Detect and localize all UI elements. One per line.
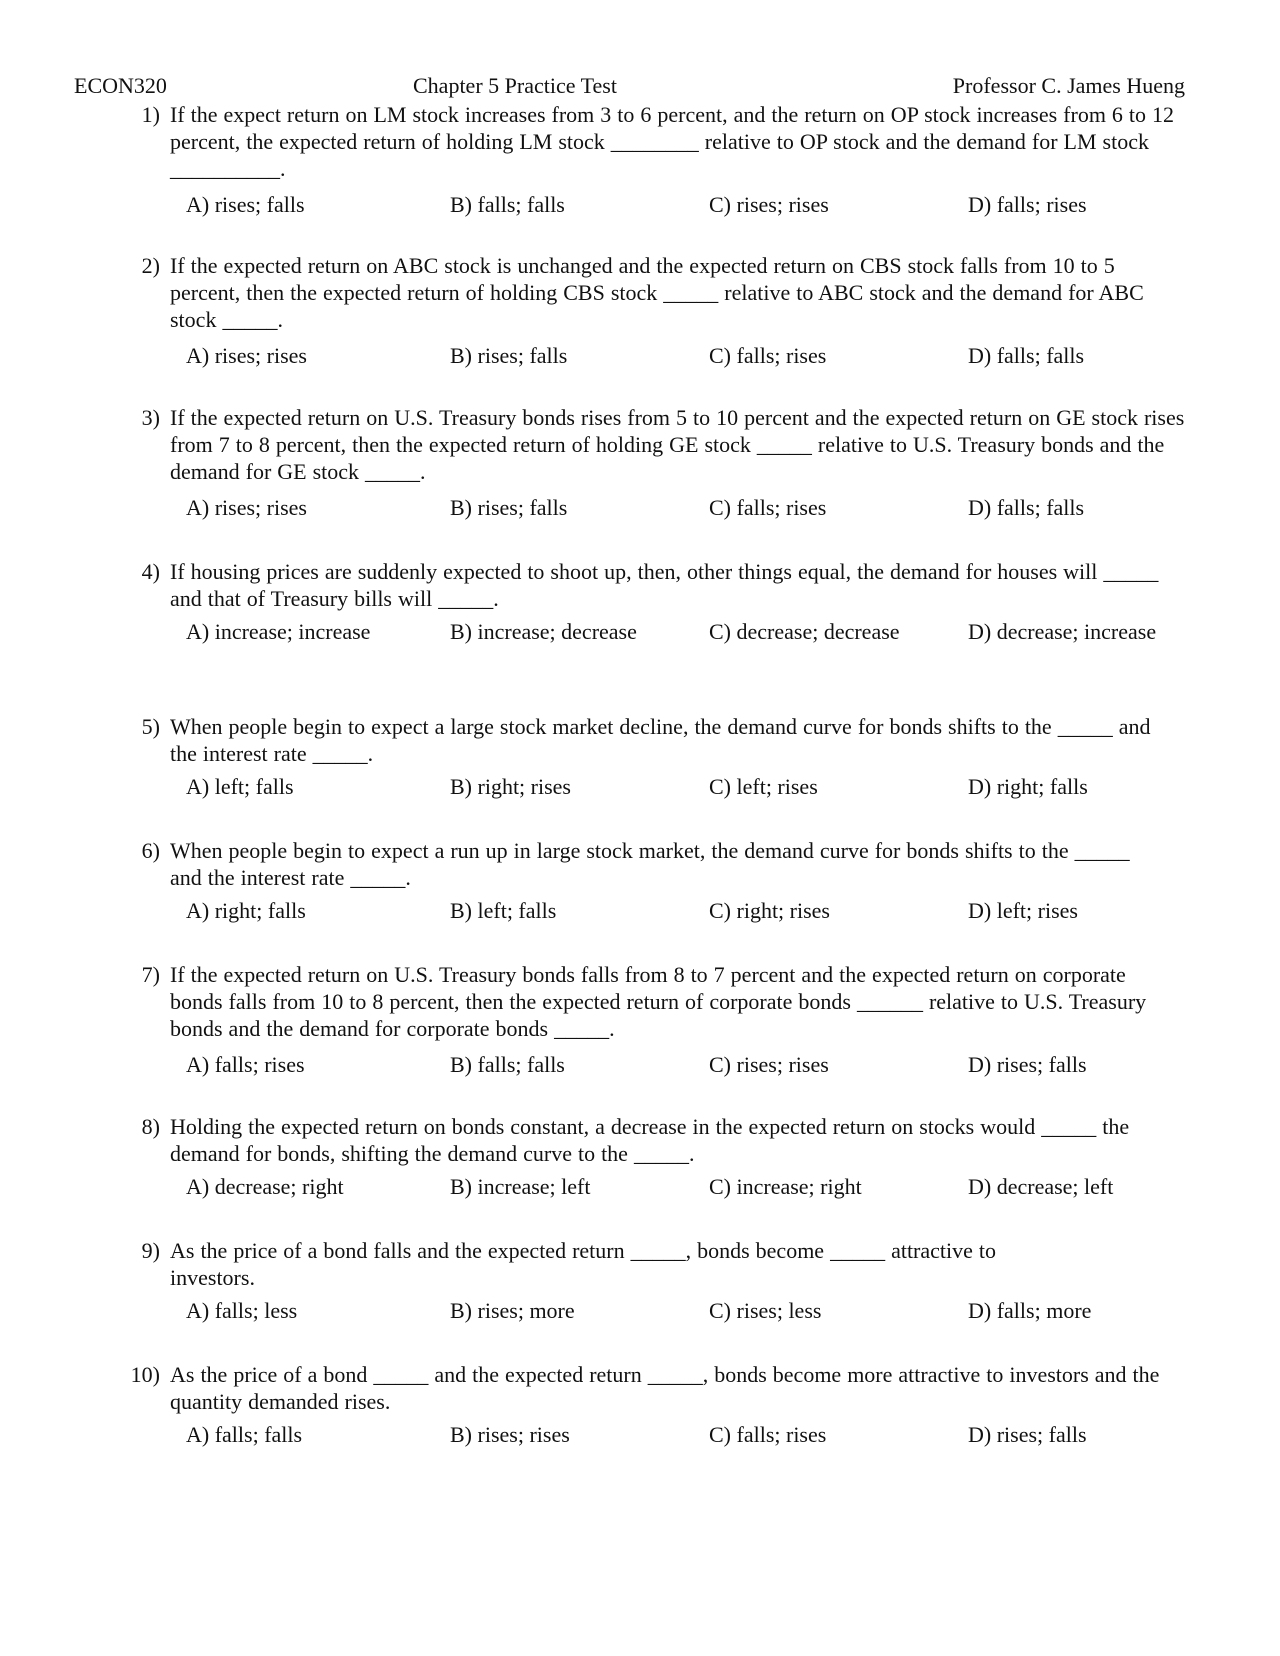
choice-d[interactable]: D) left; rises [968,898,1078,923]
page-title: Chapter 5 Practice Test [413,73,617,98]
question-text: If the expected return on U.S. Treasury bonds rises from 5 to 10 percent and the expected return on GE stock rises from 7 to 8 percent, then the expected return of holding GE stock _____ relative to U.S. Treasury bonds and the demand for GE stock _____. [170,405,1185,484]
question-number: 9) [141,1238,160,1263]
choice-d[interactable]: D) decrease; left [968,1174,1114,1199]
answer-choices [0,342,1280,370]
choice-c[interactable]: C) decrease; decrease [709,619,900,644]
choice-a[interactable]: A) rises; rises [186,343,307,368]
answer-choices [0,618,1280,646]
choice-a[interactable]: A) increase; increase [186,619,371,644]
answer-choices [0,897,1280,925]
choice-a[interactable]: A) rises; falls [186,192,305,217]
answer-choices [0,773,1280,801]
question-number: 10) [130,1362,160,1387]
question-text: When people begin to expect a run up in large stock market, the demand curve for bonds shifts to the _____ and the interest rate _____. [170,838,1130,890]
choice-c[interactable]: C) right; rises [709,898,830,923]
question-text: As the price of a bond falls and the expected return _____, bonds become _____ attractive to investors. [170,1238,997,1290]
choice-b[interactable]: B) falls; falls [450,192,565,217]
choice-d[interactable]: D) falls; falls [968,495,1085,520]
choice-b[interactable]: B) left; falls [450,898,557,923]
choice-a[interactable]: A) rises; rises [186,495,307,520]
choice-c[interactable]: C) rises; less [709,1298,822,1323]
choice-c[interactable]: C) left; rises [709,774,818,799]
answer-choices [0,1421,1280,1449]
choice-a[interactable]: A) falls; rises [186,1052,305,1077]
choice-b[interactable]: B) increase; decrease [450,619,637,644]
answer-choices [0,191,1280,219]
choice-c[interactable]: C) rises; rises [709,1052,829,1077]
question-text: If the expected return on ABC stock is unchanged and the expected return on CBS stock falls from 10 to 5 percent, then the expected return of holding CBS stock _____ relative to ABC stock and the demand for ABC stock _____. [170,253,1144,332]
choice-b[interactable]: B) rises; falls [450,343,568,368]
question-text: If the expect return on LM stock increases from 3 to 6 percent, and the return on OP stock increases from 6 to 12 percent, the expected return of holding LM stock ________ relative to OP stock and the demand for LM stock __________. [170,102,1175,181]
choice-d[interactable]: D) rises; falls [968,1422,1087,1447]
question-number: 8) [141,1114,160,1139]
choice-d[interactable]: D) falls; falls [968,343,1085,368]
question-text: If the expected return on U.S. Treasury bonds falls from 8 to 7 percent and the expected return on corporate bonds falls from 10 to 8 percent, then the expected return of corporate bonds ______ relative to U.S. Treasury bonds and the demand for corporate bonds _____. [170,962,1147,1041]
choice-d[interactable]: D) falls; more [968,1298,1092,1323]
choice-b[interactable]: B) rises; more [450,1298,575,1323]
answer-choices [0,1173,1280,1201]
choice-d[interactable]: D) rises; falls [968,1052,1087,1077]
choice-b[interactable]: B) increase; left [450,1174,591,1199]
question-text: When people begin to expect a large stock market decline, the demand curve for bonds shifts to the _____ and the interest rate _____. [170,714,1151,766]
question-text: Holding the expected return on bonds constant, a decrease in the expected return on stocks would _____ the demand for bonds, shifting the demand curve to the _____. [170,1114,1130,1166]
choice-a[interactable]: A) left; falls [186,774,294,799]
choice-b[interactable]: B) rises; rises [450,1422,570,1447]
question-number: 1) [141,102,160,127]
choice-b[interactable]: B) falls; falls [450,1052,565,1077]
question-text: If housing prices are suddenly expected to shoot up, then, other things equal, the demand for houses will _____ and that of Treasury bills will _____. [170,559,1159,611]
choice-c[interactable]: C) falls; rises [709,1422,827,1447]
choice-b[interactable]: B) right; rises [450,774,571,799]
question-number: 4) [141,559,160,584]
choice-a[interactable]: A) falls; less [186,1298,298,1323]
choice-d[interactable]: D) decrease; increase [968,619,1157,644]
choice-d[interactable]: D) falls; rises [968,192,1087,217]
choice-a[interactable]: A) falls; falls [186,1422,303,1447]
question-number: 5) [141,714,160,739]
choice-c[interactable]: C) falls; rises [709,343,827,368]
question-number: 2) [141,253,160,278]
question-text: As the price of a bond _____ and the expected return _____, bonds become more attractive to investors and the quantity demanded rises. [170,1362,1160,1414]
choice-c[interactable]: C) rises; rises [709,192,829,217]
choice-c[interactable]: C) increase; right [709,1174,862,1199]
answer-choices [0,1297,1280,1325]
choice-a[interactable]: A) right; falls [186,898,306,923]
choice-c[interactable]: C) falls; rises [709,495,827,520]
question-number: 6) [141,838,160,863]
answer-choices [0,494,1280,522]
choice-d[interactable]: D) right; falls [968,774,1088,799]
choice-a[interactable]: A) decrease; right [186,1174,344,1199]
professor-name: Professor C. James Hueng [952,73,1185,98]
choice-b[interactable]: B) rises; falls [450,495,568,520]
course-code: ECON320 [74,73,167,98]
question-number: 7) [141,962,160,987]
answer-choices [0,1051,1280,1079]
question-number: 3) [141,405,160,430]
